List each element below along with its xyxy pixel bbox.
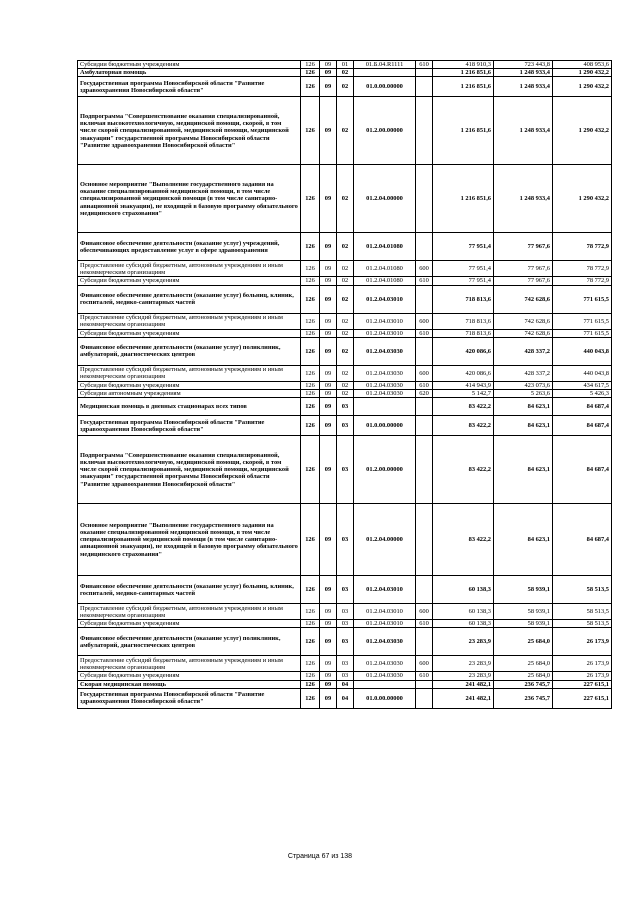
target-article-code: 01.2.04.03010 (354, 285, 416, 313)
amount-year-1: 1 216 851,6 (433, 77, 494, 97)
amount-year-3: 78 772,9 (553, 233, 612, 261)
amount-year-2: 25 684,0 (494, 628, 553, 656)
target-article-code: 01.2.04.03030 (354, 337, 416, 365)
amount-year-2: 77 967,6 (494, 277, 553, 285)
row-name: Предоставление субсидий бюджетным, автономным учреждениям и иным некоммерческим организациям (78, 313, 301, 329)
section-code: 09 (320, 604, 337, 620)
ministry-code: 126 (301, 504, 320, 576)
section-code: 09 (320, 398, 337, 416)
subsection-code: 03 (337, 628, 354, 656)
ministry-code: 126 (301, 604, 320, 620)
amount-year-3: 84 687,4 (553, 504, 612, 576)
section-code: 09 (320, 672, 337, 680)
row-name: Финансовое обеспечение деятельности (оказание услуг) учреждений, обеспечивающих предоставление услуг в сфере здравоохранения (78, 233, 301, 261)
ministry-code: 126 (301, 628, 320, 656)
section-code: 09 (320, 61, 337, 69)
ministry-code: 126 (301, 390, 320, 398)
section-code: 09 (320, 97, 337, 165)
expense-type-code: 600 (416, 604, 433, 620)
expense-type-code: 600 (416, 656, 433, 672)
target-article-code: 01.2.04.03010 (354, 313, 416, 329)
amount-year-3: 434 617,5 (553, 381, 612, 389)
table-row (78, 436, 612, 504)
amount-year-1: 77 951,4 (433, 277, 494, 285)
ministry-code: 126 (301, 620, 320, 628)
target-article-code (354, 398, 416, 416)
page-number: Страница 67 из 138 (287, 853, 353, 860)
subsection-code: 02 (337, 69, 354, 77)
row-name: Субсидии бюджетным учреждениям (78, 61, 301, 69)
amount-year-3: 408 953,6 (553, 61, 612, 69)
amount-year-3: 78 772,9 (553, 261, 612, 277)
target-article-code: 01.0.00.00000 (354, 416, 416, 436)
section-code: 09 (320, 416, 337, 436)
table-row (78, 277, 612, 285)
amount-year-3: 78 772,9 (553, 277, 612, 285)
table-row (78, 69, 612, 77)
ministry-code: 126 (301, 61, 320, 69)
table-row (78, 313, 612, 329)
expense-type-code (416, 576, 433, 604)
amount-year-3: 26 173,9 (553, 672, 612, 680)
table-row (78, 337, 612, 365)
amount-year-3: 227 615,1 (553, 688, 612, 708)
table-row (78, 620, 612, 628)
table-row (78, 97, 612, 165)
table-row (78, 390, 612, 398)
ministry-code: 126 (301, 365, 320, 381)
amount-year-3: 771 615,5 (553, 285, 612, 313)
section-code: 09 (320, 390, 337, 398)
table-row (78, 285, 612, 313)
row-name: Государственная программа Новосибирской области "Развитие здравоохранения Новосибирской области" (78, 77, 301, 97)
subsection-code: 03 (337, 656, 354, 672)
expense-type-code: 610 (416, 61, 433, 69)
section-code: 09 (320, 628, 337, 656)
row-name: Амбулаторная помощь (78, 69, 301, 77)
row-name: Подпрограмма "Совершенствование оказания специализированной, включая высокотехнологичную, медицинской помощи, скорой, в том числе скорой специализированной, медицинской помощи, медицинской эвакуации" государственной программы Новосибирской области "Развитие здравоохранения Новосибирской области" (78, 97, 301, 165)
expense-type-code (416, 285, 433, 313)
budget-table (77, 60, 612, 709)
amount-year-2: 236 745,7 (494, 680, 553, 688)
target-article-code: 01.Б.04.R1111 (354, 61, 416, 69)
section-code: 09 (320, 504, 337, 576)
row-name: Государственная программа Новосибирской области "Развитие здравоохранения Новосибирской области" (78, 688, 301, 708)
section-code: 09 (320, 313, 337, 329)
amount-year-1: 77 951,4 (433, 233, 494, 261)
table-row (78, 656, 612, 672)
subsection-code: 03 (337, 576, 354, 604)
amount-year-2: 723 443,8 (494, 61, 553, 69)
ministry-code: 126 (301, 416, 320, 436)
amount-year-2: 25 684,0 (494, 672, 553, 680)
subsection-code: 03 (337, 436, 354, 504)
row-name: Субсидии бюджетным учреждениям (78, 329, 301, 337)
expense-type-code: 610 (416, 620, 433, 628)
amount-year-3: 227 615,1 (553, 680, 612, 688)
target-article-code: 01.2.04.03010 (354, 620, 416, 628)
table-row (78, 416, 612, 436)
ministry-code: 126 (301, 656, 320, 672)
table-row (78, 381, 612, 389)
amount-year-1: 77 951,4 (433, 261, 494, 277)
subsection-code: 02 (337, 390, 354, 398)
section-code: 09 (320, 69, 337, 77)
target-article-code: 01.2.04.03030 (354, 656, 416, 672)
amount-year-1: 60 138,3 (433, 576, 494, 604)
ministry-code: 126 (301, 680, 320, 688)
ministry-code: 126 (301, 77, 320, 97)
subsection-code: 02 (337, 285, 354, 313)
amount-year-1: 718 813,6 (433, 313, 494, 329)
ministry-code: 126 (301, 337, 320, 365)
row-name: Субсидии бюджетным учреждениям (78, 620, 301, 628)
target-article-code: 01.2.04.01080 (354, 233, 416, 261)
subsection-code: 03 (337, 672, 354, 680)
row-name: Финансовое обеспечение деятельности (оказание услуг) поликлиник, амбулаторий, диагностических центров (78, 337, 301, 365)
subsection-code: 01 (337, 61, 354, 69)
amount-year-3: 1 290 432,2 (553, 77, 612, 97)
row-name: Субсидии бюджетным учреждениям (78, 381, 301, 389)
table-row (78, 329, 612, 337)
ministry-code: 126 (301, 277, 320, 285)
amount-year-1: 83 422,2 (433, 436, 494, 504)
amount-year-1: 83 422,2 (433, 416, 494, 436)
row-name: Государственная программа Новосибирской области "Развитие здравоохранения Новосибирской области" (78, 416, 301, 436)
row-name: Медицинская помощь в дневных стационарах всех типов (78, 398, 301, 416)
ministry-code: 126 (301, 285, 320, 313)
table-row (78, 504, 612, 576)
table-row (78, 261, 612, 277)
amount-year-2: 58 939,1 (494, 576, 553, 604)
amount-year-3: 84 687,4 (553, 416, 612, 436)
target-article-code: 01.2.04.00000 (354, 165, 416, 233)
target-article-code: 01.2.04.03030 (354, 672, 416, 680)
amount-year-2: 1 248 933,4 (494, 165, 553, 233)
amount-year-1: 5 142,7 (433, 390, 494, 398)
amount-year-2: 58 939,1 (494, 620, 553, 628)
table-body (78, 61, 612, 709)
amount-year-1: 23 283,9 (433, 672, 494, 680)
amount-year-2: 77 967,6 (494, 233, 553, 261)
expense-type-code (416, 77, 433, 97)
section-code: 09 (320, 656, 337, 672)
amount-year-2: 428 337,2 (494, 337, 553, 365)
amount-year-2: 428 337,2 (494, 365, 553, 381)
expense-type-code: 610 (416, 672, 433, 680)
amount-year-3: 5 426,3 (553, 390, 612, 398)
section-code: 09 (320, 620, 337, 628)
subsection-code: 02 (337, 261, 354, 277)
table-row (78, 165, 612, 233)
table-row (78, 233, 612, 261)
row-name: Субсидии бюджетным учреждениям (78, 672, 301, 680)
ministry-code: 126 (301, 329, 320, 337)
subsection-code: 03 (337, 398, 354, 416)
table-row (78, 61, 612, 69)
target-article-code: 01.2.00.00000 (354, 436, 416, 504)
ministry-code: 126 (301, 381, 320, 389)
amount-year-3: 771 615,5 (553, 329, 612, 337)
expense-type-code: 610 (416, 329, 433, 337)
amount-year-1: 418 910,3 (433, 61, 494, 69)
table-row (78, 688, 612, 708)
amount-year-1: 241 482,1 (433, 688, 494, 708)
expense-type-code (416, 436, 433, 504)
row-name: Основное мероприятие "Выполнение государственного задания на оказание специализированной медицинской помощи, в том числе специализированной медицинской помощи (в том числе санитарно-авиационной эвакуации), не входящей в базовую программу обязательного медицинского страхования" (78, 165, 301, 233)
amount-year-1: 241 482,1 (433, 680, 494, 688)
amount-year-3: 84 687,4 (553, 436, 612, 504)
amount-year-1: 414 943,9 (433, 381, 494, 389)
expense-type-code (416, 688, 433, 708)
amount-year-3: 58 513,5 (553, 604, 612, 620)
amount-year-2: 423 073,6 (494, 381, 553, 389)
target-article-code: 01.2.00.00000 (354, 97, 416, 165)
section-code: 09 (320, 337, 337, 365)
table-row (78, 365, 612, 381)
row-name: Субсидии бюджетным учреждениям (78, 277, 301, 285)
amount-year-2: 25 684,0 (494, 656, 553, 672)
row-name: Основное мероприятие "Выполнение государственного задания на оказание специализированной медицинской помощи, в том числе специализированной медицинской помощи (в том числе санитарно-авиационной эвакуации), не входящей в базовую программу обязательного медицинского страхования" (78, 504, 301, 576)
target-article-code: 01.2.04.03010 (354, 329, 416, 337)
amount-year-1: 60 138,3 (433, 620, 494, 628)
table-row (78, 604, 612, 620)
target-article-code: 01.0.00.00000 (354, 77, 416, 97)
amount-year-2: 84 623,1 (494, 416, 553, 436)
expense-type-code (416, 165, 433, 233)
expense-type-code: 610 (416, 381, 433, 389)
row-name: Предоставление субсидий бюджетным, автономным учреждениям и иным некоммерческим организациям (78, 604, 301, 620)
section-code: 09 (320, 233, 337, 261)
amount-year-1: 23 283,9 (433, 656, 494, 672)
target-article-code: 01.2.04.01080 (354, 261, 416, 277)
amount-year-1: 1 216 851,6 (433, 165, 494, 233)
subsection-code: 02 (337, 365, 354, 381)
row-name: Предоставление субсидий бюджетным, автономным учреждениям и иным некоммерческим организациям (78, 261, 301, 277)
row-name: Финансовое обеспечение деятельности (оказание услуг) больниц, клиник, госпиталей, медико-санитарных частей (78, 285, 301, 313)
amount-year-3: 1 290 432,2 (553, 97, 612, 165)
expense-type-code: 600 (416, 313, 433, 329)
section-code: 09 (320, 576, 337, 604)
target-article-code: 01.2.04.00000 (354, 504, 416, 576)
table-row (78, 672, 612, 680)
budget-sheet (77, 60, 611, 709)
target-article-code (354, 69, 416, 77)
section-code: 09 (320, 285, 337, 313)
subsection-code: 02 (337, 313, 354, 329)
expense-type-code (416, 398, 433, 416)
amount-year-3: 26 173,9 (553, 656, 612, 672)
table-row (78, 680, 612, 688)
section-code: 09 (320, 165, 337, 233)
amount-year-3: 26 173,9 (553, 628, 612, 656)
amount-year-2: 742 628,6 (494, 329, 553, 337)
target-article-code: 01.2.04.01080 (354, 277, 416, 285)
row-name: Предоставление субсидий бюджетным, автономным учреждениям и иным некоммерческим организациям (78, 656, 301, 672)
amount-year-1: 718 813,6 (433, 329, 494, 337)
ministry-code: 126 (301, 688, 320, 708)
amount-year-1: 1 216 851,6 (433, 97, 494, 165)
subsection-code: 02 (337, 277, 354, 285)
amount-year-1: 1 216 851,6 (433, 69, 494, 77)
section-code: 09 (320, 77, 337, 97)
amount-year-2: 58 939,1 (494, 604, 553, 620)
amount-year-2: 84 623,1 (494, 436, 553, 504)
amount-year-2: 1 248 933,4 (494, 97, 553, 165)
target-article-code: 01.2.04.03010 (354, 604, 416, 620)
target-article-code (354, 680, 416, 688)
amount-year-2: 5 263,6 (494, 390, 553, 398)
amount-year-2: 1 248 933,4 (494, 69, 553, 77)
ministry-code: 126 (301, 261, 320, 277)
target-article-code: 01.2.04.03010 (354, 576, 416, 604)
amount-year-1: 420 086,6 (433, 365, 494, 381)
amount-year-2: 742 628,6 (494, 313, 553, 329)
amount-year-2: 742 628,6 (494, 285, 553, 313)
ministry-code: 126 (301, 672, 320, 680)
amount-year-3: 440 043,8 (553, 337, 612, 365)
amount-year-1: 23 283,9 (433, 628, 494, 656)
amount-year-3: 1 290 432,2 (553, 165, 612, 233)
expense-type-code: 600 (416, 365, 433, 381)
target-article-code: 01.2.04.03030 (354, 628, 416, 656)
ministry-code: 126 (301, 97, 320, 165)
target-article-code: 01.0.00.00000 (354, 688, 416, 708)
expense-type-code (416, 233, 433, 261)
expense-type-code (416, 416, 433, 436)
table-row (78, 628, 612, 656)
amount-year-2: 236 745,7 (494, 688, 553, 708)
amount-year-1: 420 086,6 (433, 337, 494, 365)
amount-year-3: 440 043,8 (553, 365, 612, 381)
expense-type-code: 610 (416, 277, 433, 285)
amount-year-2: 77 967,6 (494, 261, 553, 277)
expense-type-code (416, 628, 433, 656)
ministry-code: 126 (301, 398, 320, 416)
subsection-code: 02 (337, 381, 354, 389)
amount-year-2: 84 623,1 (494, 504, 553, 576)
ministry-code: 126 (301, 69, 320, 77)
amount-year-3: 84 687,4 (553, 398, 612, 416)
subsection-code: 03 (337, 604, 354, 620)
subsection-code: 03 (337, 620, 354, 628)
subsection-code: 02 (337, 337, 354, 365)
amount-year-1: 83 422,2 (433, 398, 494, 416)
section-code: 09 (320, 688, 337, 708)
row-name: Предоставление субсидий бюджетным, автономным учреждениям и иным некоммерческим организациям (78, 365, 301, 381)
section-code: 09 (320, 277, 337, 285)
subsection-code: 02 (337, 329, 354, 337)
expense-type-code (416, 504, 433, 576)
amount-year-1: 83 422,2 (433, 504, 494, 576)
subsection-code: 02 (337, 97, 354, 165)
section-code: 09 (320, 329, 337, 337)
section-code: 09 (320, 261, 337, 277)
subsection-code: 03 (337, 504, 354, 576)
row-name: Финансовое обеспечение деятельности (оказание услуг) больниц, клиник, госпиталей, медико-санитарных частей (78, 576, 301, 604)
subsection-code: 02 (337, 77, 354, 97)
target-article-code: 01.2.04.03030 (354, 365, 416, 381)
section-code: 09 (320, 381, 337, 389)
subsection-code: 03 (337, 416, 354, 436)
table-row (78, 576, 612, 604)
amount-year-3: 771 615,5 (553, 313, 612, 329)
target-article-code: 01.2.04.03030 (354, 381, 416, 389)
table-row (78, 398, 612, 416)
expense-type-code (416, 337, 433, 365)
amount-year-2: 84 623,1 (494, 398, 553, 416)
amount-year-2: 1 248 933,4 (494, 77, 553, 97)
section-code: 09 (320, 436, 337, 504)
subsection-code: 04 (337, 688, 354, 708)
amount-year-1: 60 138,3 (433, 604, 494, 620)
ministry-code: 126 (301, 233, 320, 261)
subsection-code: 04 (337, 680, 354, 688)
expense-type-code (416, 680, 433, 688)
expense-type-code: 600 (416, 261, 433, 277)
expense-type-code: 620 (416, 390, 433, 398)
ministry-code: 126 (301, 436, 320, 504)
amount-year-1: 718 813,6 (433, 285, 494, 313)
ministry-code: 126 (301, 576, 320, 604)
target-article-code: 01.2.04.03030 (354, 390, 416, 398)
amount-year-3: 1 290 432,2 (553, 69, 612, 77)
amount-year-3: 58 513,5 (553, 576, 612, 604)
ministry-code: 126 (301, 165, 320, 233)
row-name: Подпрограмма "Совершенствование оказания специализированной, включая высокотехнологичную, медицинской помощи, скорой, в том числе скорой специализированной, медицинской помощи, медицинской эвакуации" государственной программы Новосибирской области "Развитие здравоохранения Новосибирской области" (78, 436, 301, 504)
subsection-code: 02 (337, 233, 354, 261)
expense-type-code (416, 97, 433, 165)
row-name: Финансовое обеспечение деятельности (оказание услуг) поликлиник, амбулаторий, диагностических центров (78, 628, 301, 656)
section-code: 09 (320, 680, 337, 688)
row-name: Скорая медицинская помощь (78, 680, 301, 688)
row-name: Субсидии автономным учреждениям (78, 390, 301, 398)
ministry-code: 126 (301, 313, 320, 329)
table-row (78, 77, 612, 97)
section-code: 09 (320, 365, 337, 381)
amount-year-3: 58 513,5 (553, 620, 612, 628)
subsection-code: 02 (337, 165, 354, 233)
expense-type-code (416, 69, 433, 77)
